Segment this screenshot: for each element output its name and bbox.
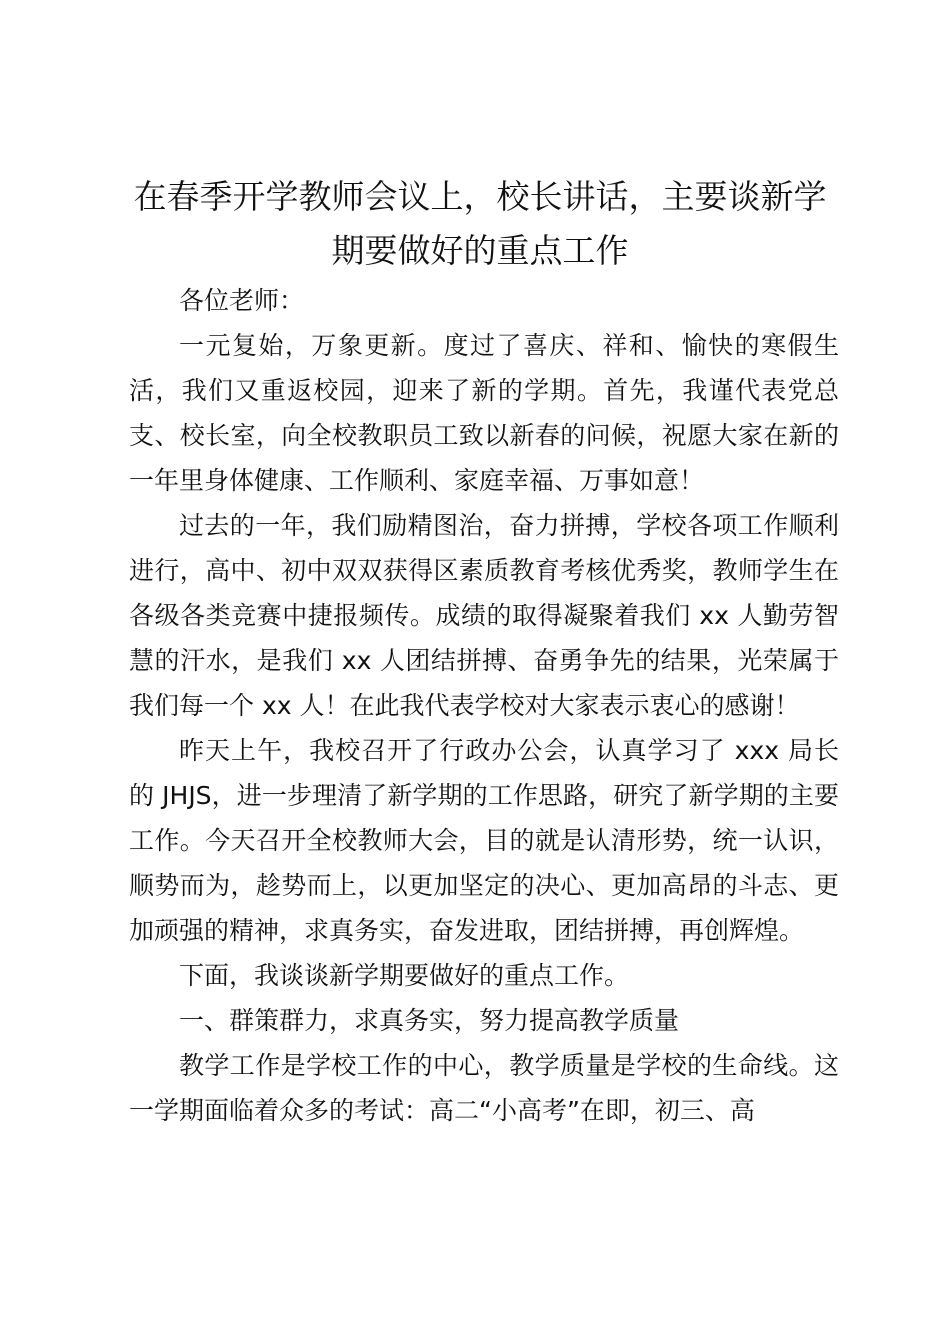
paragraph-greeting: 一元复始，万象更新。度过了喜庆、祥和、愉快的寒假生活，我们又重返校园，迎来了新的学期。首先，我谨代表党总支、校长室，向全校教职员工致以新春的问候，祝愿大家在新的一年里身体健康、工作顺利、家庭幸福、万事如意！ (129, 331, 839, 495)
document-title: 在春季开学教师会议上，校长讲话，主要谈新学期要做好的重点工作 (133, 177, 827, 270)
paragraph-past-year: 过去的一年，我们励精图治，奋力拼搏，学校各项工作顺利进行，高中、初中双双获得区素质教育考核优秀奖，教师学生在各级各类竞赛中捷报频传。成绩的取得凝聚着我们 xx 人勤劳智慧的汗水，是我们 xx 人团结拼搏、奋勇争先的结果，光荣属于我们每一个 xx 人！在此我代表学校对大家表示衷心的感谢！ (129, 511, 839, 720)
paragraph-meeting: 昨天上午，我校召开了行政办公会，认真学习了 xxx 局长的 JHJS，进一步理清了新学期的工作思路，研究了新学期的主要工作。今天召开全校教师大会，目的就是认清形势，统一认识，顺势而为，趁势而上，以更加坚定的决心、更加高昂的斗志、更加顽强的精神，求真务实，奋发进取，团结拼搏，再创辉煌。 (129, 736, 839, 945)
paragraph-intro-key-work: 下面，我谈谈新学期要做好的重点工作。 (179, 961, 630, 990)
section-heading-1: 一、群策群力，求真务实，努力提高教学质量 (179, 1006, 680, 1035)
paragraph-teaching: 教学工作是学校工作的中心，教学质量是学校的生命线。这一学期面临着众多的考试：高二“小高考”在即，初三、高 (129, 1051, 839, 1125)
salutation: 各位老师： (179, 286, 305, 315)
document-body (129, 278, 839, 1133)
